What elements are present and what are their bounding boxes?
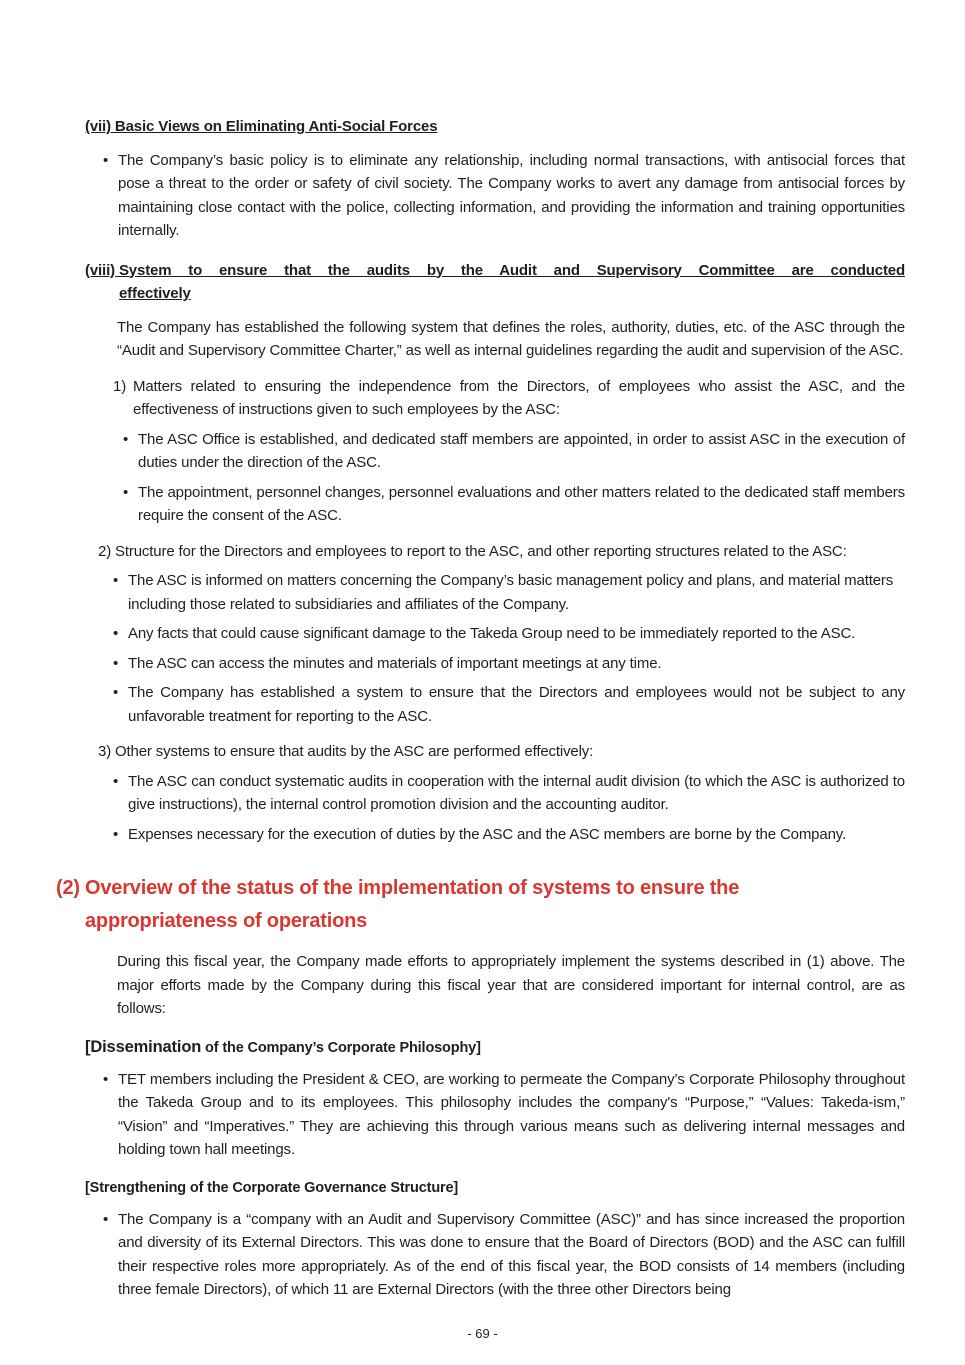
part-2-intro: During this fiscal year, the Company made efforts to appropriately implement the systems described in (1) above. The major efforts made by the Company during this fiscal year that are considered important for internal control, are as follows:: [117, 953, 905, 1017]
section-viii-intro: The Company has established the following system that defines the roles, authority, duties, etc. of the ASC through the “Audit and Supervisory Committee Charter,” as well as internal guidelines regarding the audit and supervision of the ASC.: [117, 318, 905, 359]
numbered-item-1-label: 1): [113, 377, 127, 395]
bullet-marker: •: [103, 151, 109, 169]
list-item: [103, 1208, 905, 1302]
bullet-marker: •: [113, 625, 119, 642]
item-1-bullet-1: The ASC Office is established, and dedicated staff members are appointed, in order to assist ASC in the execution of duties under the direction of the ASC.: [138, 430, 905, 471]
part-2-heading: [56, 872, 905, 938]
section-viii-heading: [85, 259, 905, 306]
dissemination-bullet-text: TET members including the President & CEO, are working to permeate the Company’s Corporate Philosophy throughout the Takeda Group and to its employees. This philosophy includes the company's “Purpose,” “Values: Takeda-ism,” “Vision” and “Imperatives.” They are achieving this through various means such as delivering internal messages and holding town hall meetings.: [118, 1070, 905, 1158]
list-item: [113, 622, 905, 646]
governance-bullet-text: The Company is a “company with an Audit and Supervisory Committee (ASC)” and has since increased the proportion and diversity of its External Directors. This was done to ensure that the Board of Directors (BOD) and the ASC can fulfill their respective roles more appropriately. As of the end of this fiscal year, the BOD consists of 14 members (including three female Directors), of which 11 are External Directors (with the three other Directors being: [118, 1210, 905, 1298]
section-vii-bullet-text: The Company’s basic policy is to eliminate any relationship, including normal transactions, with antisocial forces that pose a threat to the order or safety of civil society. The Company works to avert any damage from antisocial forces by maintaining close contact with the police, collecting information, and providing the information and training opportunities internally.: [118, 151, 905, 239]
subsection-dissemination-heading-rest: of the Company’s Corporate Philosophy]: [201, 1039, 481, 1056]
list-item: [103, 149, 905, 243]
item-1-bullet-2: The appointment, personnel changes, personnel evaluations and other matters related to the dedicated staff members require the consent of the ASC.: [138, 483, 905, 524]
item-3-bullet-2: Expenses necessary for the execution of duties by the ASC and the ASC members are borne by the Company.: [128, 825, 847, 843]
list-item: [113, 823, 905, 847]
numbered-item-2-text: Structure for the Directors and employees to report to the ASC, and other reporting structures related to the ASC:: [115, 542, 847, 560]
bullet-marker: •: [113, 572, 119, 589]
part-2-label: (2): [56, 877, 80, 899]
bullet-marker: •: [103, 1210, 109, 1228]
item-2-bullet-4: The Company has established a system to ensure that the Directors and employees would not be subject to any unfavorable treatment for reporting to the ASC.: [128, 684, 905, 725]
subsection-dissemination-heading: [85, 1035, 905, 1060]
bullet-marker: •: [113, 654, 119, 672]
numbered-item-1: [113, 375, 905, 422]
section-viii-label: (viii): [85, 261, 119, 279]
bullet-marker: •: [113, 684, 119, 701]
item-2-bullet-1: The ASC is informed on matters concerning the Company’s basic management policy and plans, and material matters including those related to subsidiaries and affiliates of the Company.: [128, 572, 894, 613]
part-2-title-line1: Overview of the status of the implementation of systems to ensure the: [85, 877, 740, 899]
numbered-item-2-label: 2): [98, 542, 112, 560]
list-item: [113, 652, 905, 676]
subsection-governance-heading: [85, 1176, 905, 1200]
numbered-item-3: [98, 740, 905, 764]
numbered-item-1-text: Matters related to ensuring the independence from the Directors, of employees who assist the ASC, and the effectiveness of instructions given to such employees by the ASC:: [133, 377, 905, 418]
list-item: [123, 428, 905, 475]
numbered-item-3-text: Other systems to ensure that audits by the ASC are performed effectively:: [115, 743, 594, 760]
bullet-marker: •: [123, 483, 129, 501]
section-viii-heading-line1: System to ensure that the audits by the Audit and Supervisory Committee are conducted: [118, 261, 905, 279]
numbered-item-2: [98, 540, 905, 564]
bullet-marker: •: [123, 430, 129, 448]
part-2-title-line2: appropriateness of operations: [85, 910, 368, 932]
item-2-bullet-3: The ASC can access the minutes and materials of important meetings at any time.: [128, 654, 662, 672]
list-item: [113, 681, 905, 728]
list-item: [113, 770, 905, 817]
item-2-bullet-2: Any facts that could cause significant damage to the Takeda Group need to be immediately reported to the ASC.: [128, 625, 856, 642]
item-3-bullet-1: The ASC can conduct systematic audits in cooperation with the internal audit division (to which the ASC is authorized to give instructions), the internal control promotion division and the accounting auditor.: [128, 772, 905, 813]
list-item: [113, 569, 905, 616]
list-item: [123, 481, 905, 528]
subsection-governance-heading-main: [Strengthening of the Corporate Governance Structure]: [85, 1179, 459, 1196]
list-item: [103, 1068, 905, 1162]
bullet-marker: •: [103, 1070, 109, 1088]
numbered-item-3-label: 3): [98, 743, 112, 760]
section-vii-heading: (vii) Basic Views on Eliminating Anti-Social Forces: [85, 118, 438, 135]
bullet-marker: •: [113, 772, 119, 790]
page-number: - 69 -: [467, 1325, 498, 1341]
section-viii-heading-line2: effectively: [118, 285, 191, 302]
bullet-marker: •: [113, 825, 119, 843]
subsection-dissemination-heading-main: [Dissemination: [85, 1037, 202, 1056]
